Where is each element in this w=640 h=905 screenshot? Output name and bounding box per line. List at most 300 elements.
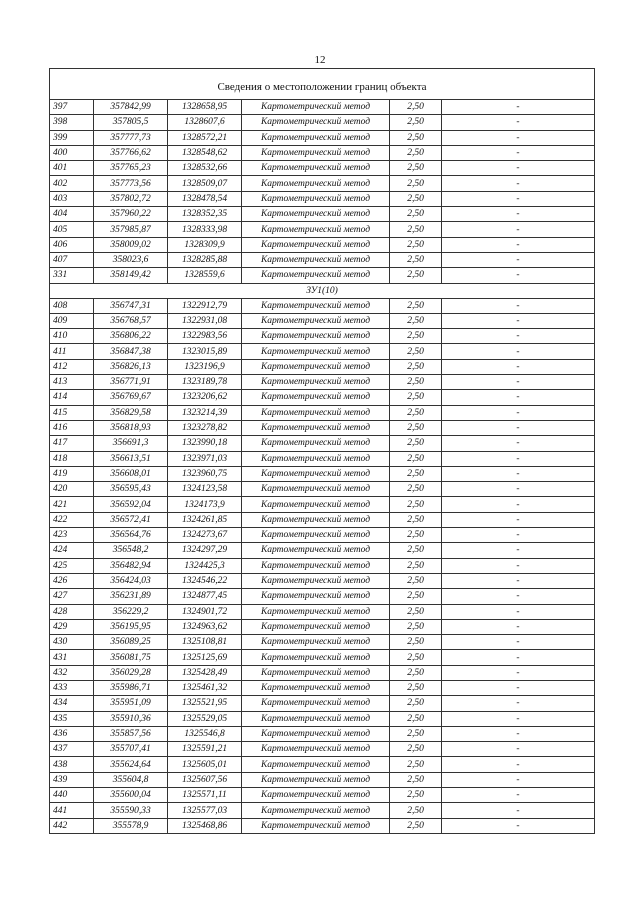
coord-x-cell: 356572,41 (94, 512, 168, 527)
table-row (50, 757, 595, 772)
accuracy-cell: 2,50 (390, 237, 442, 252)
coord-y-cell: 1328333,98 (168, 222, 242, 237)
coord-x-cell: 356613,51 (94, 451, 168, 466)
point-number-cell: 417 (50, 436, 94, 451)
section-header-row (50, 283, 595, 298)
point-number-cell: 442 (50, 818, 94, 833)
table-row (50, 635, 595, 650)
accuracy-cell: 2,50 (390, 711, 442, 726)
method-cell: Картометрический метод (242, 604, 390, 619)
coord-y-cell: 1322983,56 (168, 329, 242, 344)
description-cell: - (442, 436, 595, 451)
method-cell: Картометрический метод (242, 451, 390, 466)
point-number-cell: 435 (50, 711, 94, 726)
coord-y-cell: 1324425,3 (168, 558, 242, 573)
point-number-cell: 418 (50, 451, 94, 466)
description-cell: - (442, 558, 595, 573)
point-number-cell: 431 (50, 650, 94, 665)
coord-y-cell: 1322912,79 (168, 298, 242, 313)
point-number-cell: 404 (50, 207, 94, 222)
accuracy-cell: 2,50 (390, 788, 442, 803)
method-cell: Картометрический метод (242, 130, 390, 145)
accuracy-cell: 2,50 (390, 619, 442, 634)
description-cell: - (442, 512, 595, 527)
method-cell: Картометрический метод (242, 772, 390, 787)
table-row (50, 482, 595, 497)
method-cell: Картометрический метод (242, 176, 390, 191)
description-cell: - (442, 130, 595, 145)
method-cell: Картометрический метод (242, 757, 390, 772)
table-row (50, 619, 595, 634)
accuracy-cell: 2,50 (390, 589, 442, 604)
accuracy-cell: 2,50 (390, 145, 442, 160)
point-number-cell: 405 (50, 222, 94, 237)
method-cell: Картометрический метод (242, 589, 390, 604)
description-cell: - (442, 619, 595, 634)
accuracy-cell: 2,50 (390, 803, 442, 818)
accuracy-cell: 2,50 (390, 497, 442, 512)
method-cell: Картометрический метод (242, 696, 390, 711)
description-cell: - (442, 466, 595, 481)
accuracy-cell: 2,50 (390, 482, 442, 497)
point-number-cell: 403 (50, 191, 94, 206)
coord-y-cell: 1324546,22 (168, 573, 242, 588)
method-cell: Картометрический метод (242, 207, 390, 222)
coord-x-cell: 356847,38 (94, 344, 168, 359)
table-row (50, 528, 595, 543)
accuracy-cell: 2,50 (390, 100, 442, 115)
coord-y-cell: 1328548,62 (168, 145, 242, 160)
table-row (50, 420, 595, 435)
description-cell: - (442, 268, 595, 283)
coord-y-cell: 1325577,03 (168, 803, 242, 818)
point-number-cell: 399 (50, 130, 94, 145)
table-row (50, 161, 595, 176)
table-row (50, 222, 595, 237)
method-cell: Картометрический метод (242, 344, 390, 359)
table-row (50, 313, 595, 328)
coord-x-cell: 355590,33 (94, 803, 168, 818)
point-number-cell: 406 (50, 237, 94, 252)
method-cell: Картометрический метод (242, 161, 390, 176)
coord-y-cell: 1324123,58 (168, 482, 242, 497)
table-row (50, 451, 595, 466)
table-row (50, 130, 595, 145)
coord-y-cell: 1325428,49 (168, 665, 242, 680)
method-cell: Картометрический метод (242, 237, 390, 252)
description-cell: - (442, 803, 595, 818)
point-number-cell: 414 (50, 390, 94, 405)
method-cell: Картометрический метод (242, 650, 390, 665)
description-cell: - (442, 161, 595, 176)
method-cell: Картометрический метод (242, 665, 390, 680)
accuracy-cell: 2,50 (390, 420, 442, 435)
coord-y-cell: 1328532,66 (168, 161, 242, 176)
coord-y-cell: 1323196,9 (168, 359, 242, 374)
accuracy-cell: 2,50 (390, 726, 442, 741)
coord-y-cell: 1323990,18 (168, 436, 242, 451)
point-number-cell: 428 (50, 604, 94, 619)
accuracy-cell: 2,50 (390, 635, 442, 650)
point-number-cell: 422 (50, 512, 94, 527)
description-cell: - (442, 482, 595, 497)
accuracy-cell: 2,50 (390, 375, 442, 390)
point-number-cell: 424 (50, 543, 94, 558)
table-row (50, 237, 595, 252)
coord-y-cell: 1325607,56 (168, 772, 242, 787)
method-cell: Картометрический метод (242, 497, 390, 512)
table-row (50, 100, 595, 115)
coord-x-cell: 356548,2 (94, 543, 168, 558)
method-cell: Картометрический метод (242, 390, 390, 405)
coord-y-cell: 1324273,67 (168, 528, 242, 543)
method-cell: Картометрический метод (242, 359, 390, 374)
coord-x-cell: 357842,99 (94, 100, 168, 115)
table-row (50, 466, 595, 481)
table-title-row (50, 69, 595, 100)
accuracy-cell: 2,50 (390, 390, 442, 405)
accuracy-cell: 2,50 (390, 772, 442, 787)
coord-x-cell: 357777,73 (94, 130, 168, 145)
coord-x-cell: 357766,62 (94, 145, 168, 160)
point-number-cell: 401 (50, 161, 94, 176)
coord-y-cell: 1328607,6 (168, 115, 242, 130)
coord-y-cell: 1323206,62 (168, 390, 242, 405)
accuracy-cell: 2,50 (390, 665, 442, 680)
table-row (50, 772, 595, 787)
point-number-cell: 433 (50, 680, 94, 695)
table-row (50, 329, 595, 344)
coord-x-cell: 356818,93 (94, 420, 168, 435)
coord-y-cell: 1328658,95 (168, 100, 242, 115)
table-row (50, 742, 595, 757)
point-number-cell: 437 (50, 742, 94, 757)
table-row (50, 680, 595, 695)
coord-x-cell: 356229,2 (94, 604, 168, 619)
method-cell: Картометрический метод (242, 558, 390, 573)
description-cell: - (442, 222, 595, 237)
point-number-cell: 432 (50, 665, 94, 680)
point-number-cell: 416 (50, 420, 94, 435)
coord-y-cell: 1325521,95 (168, 696, 242, 711)
description-cell: - (442, 329, 595, 344)
point-number-cell: 434 (50, 696, 94, 711)
coord-x-cell: 357805,5 (94, 115, 168, 130)
coord-x-cell: 356089,25 (94, 635, 168, 650)
coord-y-cell: 1323189,78 (168, 375, 242, 390)
point-number-cell: 409 (50, 313, 94, 328)
table-row (50, 375, 595, 390)
description-cell: - (442, 497, 595, 512)
description-cell: - (442, 788, 595, 803)
method-cell: Картометрический метод (242, 329, 390, 344)
accuracy-cell: 2,50 (390, 528, 442, 543)
table-row (50, 726, 595, 741)
point-number-cell: 439 (50, 772, 94, 787)
accuracy-cell: 2,50 (390, 573, 442, 588)
point-number-cell: 426 (50, 573, 94, 588)
coord-x-cell: 355578,9 (94, 818, 168, 833)
coord-x-cell: 356691,3 (94, 436, 168, 451)
description-cell: - (442, 298, 595, 313)
coord-y-cell: 1323960,75 (168, 466, 242, 481)
accuracy-cell: 2,50 (390, 696, 442, 711)
point-number-cell: 413 (50, 375, 94, 390)
description-cell: - (442, 635, 595, 650)
table-row (50, 604, 595, 619)
table-row (50, 512, 595, 527)
table-row (50, 497, 595, 512)
method-cell: Картометрический метод (242, 313, 390, 328)
table-row (50, 268, 595, 283)
coord-y-cell: 1325461,32 (168, 680, 242, 695)
method-cell: Картометрический метод (242, 436, 390, 451)
description-cell: - (442, 313, 595, 328)
method-cell: Картометрический метод (242, 635, 390, 650)
accuracy-cell: 2,50 (390, 436, 442, 451)
table-title: Сведения о местоположении границ объекта (217, 81, 427, 93)
description-cell: - (442, 818, 595, 833)
description-cell: - (442, 573, 595, 588)
coord-y-cell: 1323278,82 (168, 420, 242, 435)
description-cell: - (442, 375, 595, 390)
accuracy-cell: 2,50 (390, 650, 442, 665)
table-row (50, 176, 595, 191)
method-cell: Картометрический метод (242, 680, 390, 695)
method-cell: Картометрический метод (242, 191, 390, 206)
coord-x-cell: 356768,57 (94, 313, 168, 328)
table-row (50, 573, 595, 588)
method-cell: Картометрический метод (242, 268, 390, 283)
accuracy-cell: 2,50 (390, 558, 442, 573)
accuracy-cell: 2,50 (390, 298, 442, 313)
coord-y-cell: 1323214,39 (168, 405, 242, 420)
accuracy-cell: 2,50 (390, 512, 442, 527)
coord-x-cell: 355707,41 (94, 742, 168, 757)
point-number-cell: 423 (50, 528, 94, 543)
method-cell: Картометрический метод (242, 726, 390, 741)
coord-x-cell: 356195,95 (94, 619, 168, 634)
point-number-cell: 427 (50, 589, 94, 604)
table-row (50, 589, 595, 604)
coord-x-cell: 357765,23 (94, 161, 168, 176)
table-row (50, 543, 595, 558)
description-cell: - (442, 772, 595, 787)
table-row (50, 115, 595, 130)
accuracy-cell: 2,50 (390, 115, 442, 130)
coord-x-cell: 355986,71 (94, 680, 168, 695)
table-row (50, 803, 595, 818)
point-number-cell: 400 (50, 145, 94, 160)
accuracy-cell: 2,50 (390, 757, 442, 772)
coord-x-cell: 356081,75 (94, 650, 168, 665)
coord-x-cell: 358023,6 (94, 252, 168, 267)
method-cell: Картометрический метод (242, 100, 390, 115)
description-cell: - (442, 696, 595, 711)
coord-x-cell: 355910,36 (94, 711, 168, 726)
coord-y-cell: 1325529,05 (168, 711, 242, 726)
coord-x-cell: 356826,13 (94, 359, 168, 374)
coord-x-cell: 356029,28 (94, 665, 168, 680)
point-number-cell: 408 (50, 298, 94, 313)
accuracy-cell: 2,50 (390, 466, 442, 481)
table-row (50, 665, 595, 680)
table-row (50, 207, 595, 222)
coord-x-cell: 358009,02 (94, 237, 168, 252)
description-cell: - (442, 589, 595, 604)
boundary-coordinates-table (49, 68, 595, 834)
point-number-cell: 407 (50, 252, 94, 267)
coord-y-cell: 1328559,6 (168, 268, 242, 283)
coord-y-cell: 1325605,01 (168, 757, 242, 772)
table-row (50, 359, 595, 374)
method-cell: Картометрический метод (242, 405, 390, 420)
method-cell: Картометрический метод (242, 466, 390, 481)
description-cell: - (442, 252, 595, 267)
method-cell: Картометрический метод (242, 742, 390, 757)
coord-x-cell: 355600,04 (94, 788, 168, 803)
section-header: ЗУ1(10) (50, 283, 595, 298)
point-number-cell: 415 (50, 405, 94, 420)
coord-y-cell: 1325591,21 (168, 742, 242, 757)
table-row (50, 558, 595, 573)
description-cell: - (442, 543, 595, 558)
coord-x-cell: 357802,72 (94, 191, 168, 206)
description-cell: - (442, 145, 595, 160)
method-cell: Картометрический метод (242, 222, 390, 237)
accuracy-cell: 2,50 (390, 252, 442, 267)
coord-x-cell: 356595,43 (94, 482, 168, 497)
method-cell: Картометрический метод (242, 711, 390, 726)
accuracy-cell: 2,50 (390, 405, 442, 420)
method-cell: Картометрический метод (242, 619, 390, 634)
coord-y-cell: 1325108,81 (168, 635, 242, 650)
coord-y-cell: 1328509,07 (168, 176, 242, 191)
point-number-cell: 430 (50, 635, 94, 650)
method-cell: Картометрический метод (242, 528, 390, 543)
coord-x-cell: 358149,42 (94, 268, 168, 283)
table-row (50, 145, 595, 160)
coord-x-cell: 355951,09 (94, 696, 168, 711)
page-number: 12 (314, 54, 326, 66)
coord-y-cell: 1323971,03 (168, 451, 242, 466)
method-cell: Картометрический метод (242, 788, 390, 803)
point-number-cell: 419 (50, 466, 94, 481)
accuracy-cell: 2,50 (390, 130, 442, 145)
method-cell: Картометрический метод (242, 512, 390, 527)
description-cell: - (442, 420, 595, 435)
point-number-cell: 421 (50, 497, 94, 512)
description-cell: - (442, 237, 595, 252)
table-row (50, 818, 595, 833)
coord-y-cell: 1324261,85 (168, 512, 242, 527)
accuracy-cell: 2,50 (390, 161, 442, 176)
description-cell: - (442, 604, 595, 619)
coord-x-cell: 356769,67 (94, 390, 168, 405)
point-number-cell: 429 (50, 619, 94, 634)
description-cell: - (442, 650, 595, 665)
method-cell: Картометрический метод (242, 482, 390, 497)
accuracy-cell: 2,50 (390, 818, 442, 833)
description-cell: - (442, 359, 595, 374)
point-number-cell: 440 (50, 788, 94, 803)
accuracy-cell: 2,50 (390, 359, 442, 374)
method-cell: Картометрический метод (242, 803, 390, 818)
accuracy-cell: 2,50 (390, 451, 442, 466)
table-row (50, 650, 595, 665)
coord-x-cell: 355604,8 (94, 772, 168, 787)
table-row (50, 390, 595, 405)
method-cell: Картометрический метод (242, 145, 390, 160)
accuracy-cell: 2,50 (390, 742, 442, 757)
description-cell: - (442, 207, 595, 222)
accuracy-cell: 2,50 (390, 604, 442, 619)
point-number-cell: 397 (50, 100, 94, 115)
boundary-table-container (49, 68, 594, 834)
coord-x-cell: 357773,56 (94, 176, 168, 191)
coord-y-cell: 1328309,9 (168, 237, 242, 252)
table-row (50, 405, 595, 420)
description-cell: - (442, 757, 595, 772)
table-row (50, 298, 595, 313)
description-cell: - (442, 176, 595, 191)
method-cell: Картометрический метод (242, 543, 390, 558)
coord-x-cell: 357960,22 (94, 207, 168, 222)
coord-y-cell: 1324901,72 (168, 604, 242, 619)
point-number-cell: 410 (50, 329, 94, 344)
description-cell: - (442, 405, 595, 420)
coord-x-cell: 356592,04 (94, 497, 168, 512)
table-row (50, 696, 595, 711)
accuracy-cell: 2,50 (390, 543, 442, 558)
table-row (50, 788, 595, 803)
coord-x-cell: 356771,91 (94, 375, 168, 390)
accuracy-cell: 2,50 (390, 344, 442, 359)
accuracy-cell: 2,50 (390, 329, 442, 344)
accuracy-cell: 2,50 (390, 207, 442, 222)
accuracy-cell: 2,50 (390, 176, 442, 191)
point-number-cell: 438 (50, 757, 94, 772)
table-row (50, 344, 595, 359)
coord-x-cell: 356482,94 (94, 558, 168, 573)
coord-x-cell: 356424,03 (94, 573, 168, 588)
method-cell: Картометрический метод (242, 298, 390, 313)
description-cell: - (442, 344, 595, 359)
coord-x-cell: 355624,64 (94, 757, 168, 772)
coord-x-cell: 357985,87 (94, 222, 168, 237)
coord-y-cell: 1323015,89 (168, 344, 242, 359)
method-cell: Картометрический метод (242, 818, 390, 833)
description-cell: - (442, 711, 595, 726)
table-title-cell (50, 69, 595, 100)
coord-x-cell: 356564,76 (94, 528, 168, 543)
description-cell: - (442, 680, 595, 695)
coord-y-cell: 1328478,54 (168, 191, 242, 206)
coord-y-cell: 1324297,29 (168, 543, 242, 558)
table-row (50, 711, 595, 726)
method-cell: Картометрический метод (242, 115, 390, 130)
point-number-cell: 402 (50, 176, 94, 191)
description-cell: - (442, 390, 595, 405)
coord-x-cell: 356608,01 (94, 466, 168, 481)
description-cell: - (442, 115, 595, 130)
accuracy-cell: 2,50 (390, 268, 442, 283)
coord-y-cell: 1325546,8 (168, 726, 242, 741)
description-cell: - (442, 726, 595, 741)
point-number-cell: 412 (50, 359, 94, 374)
point-number-cell: 425 (50, 558, 94, 573)
coord-y-cell: 1328352,35 (168, 207, 242, 222)
